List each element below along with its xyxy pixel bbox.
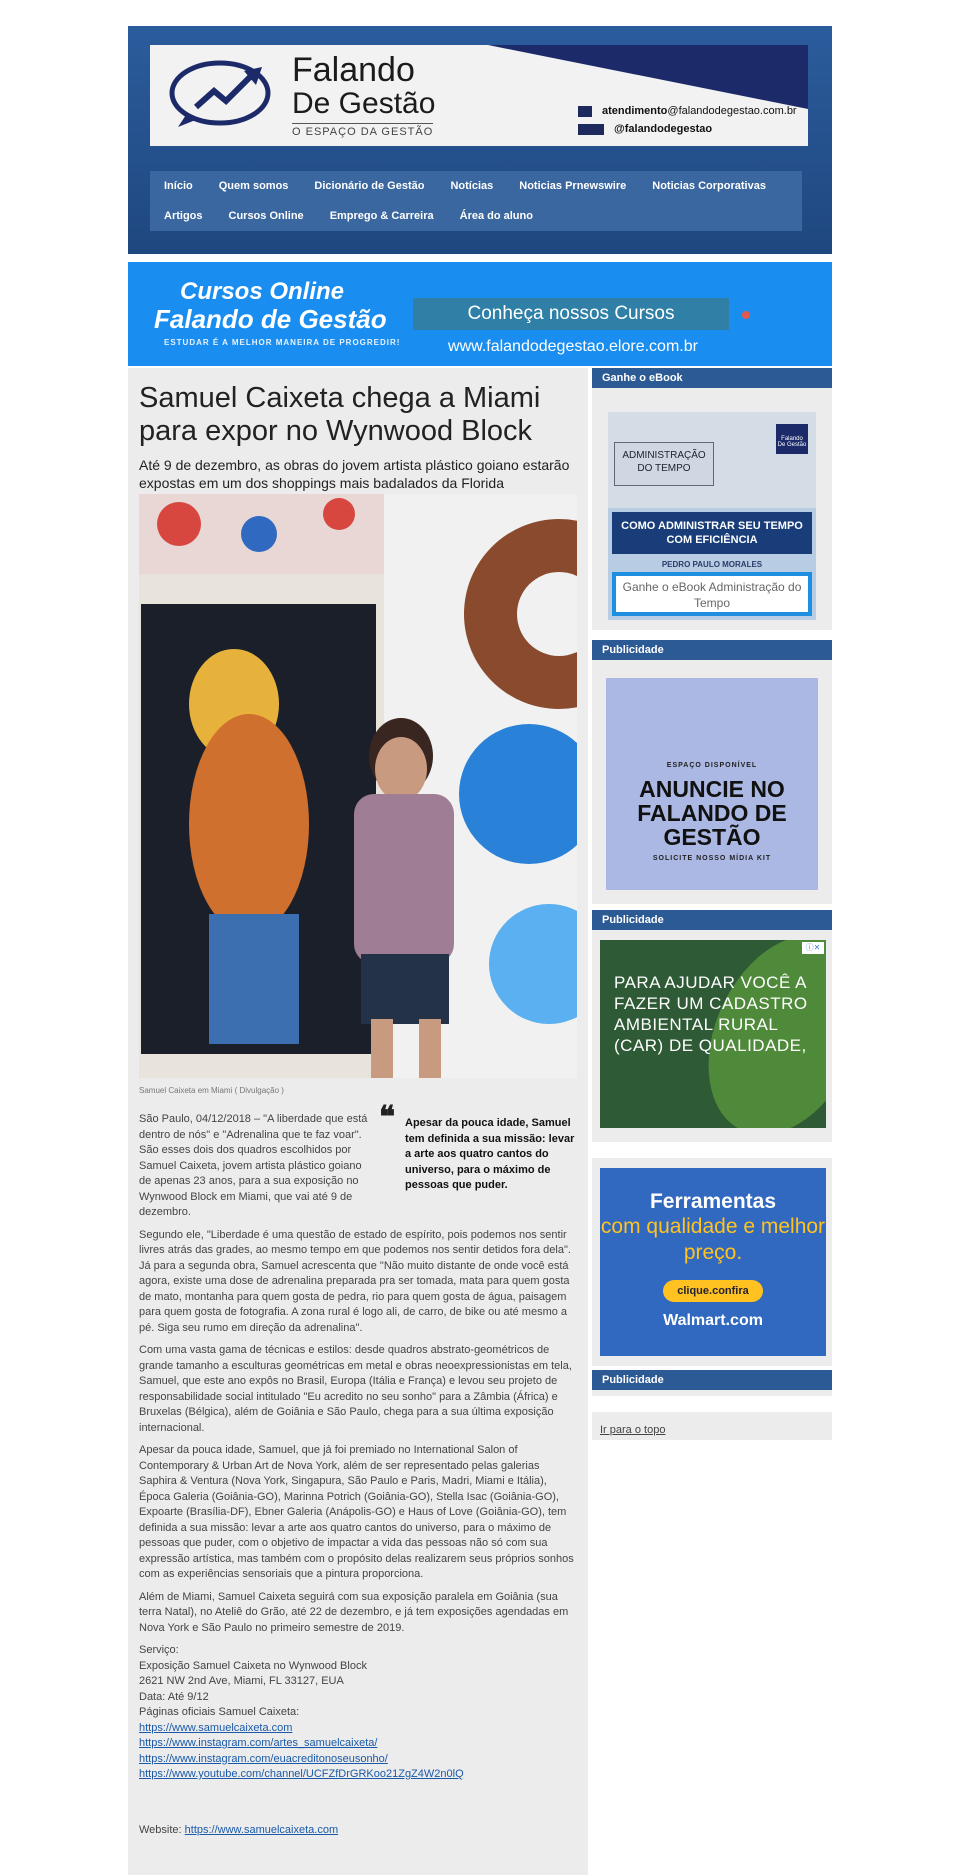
ad-headline: ANUNCIE NO FALANDO DE GESTÃO: [637, 776, 787, 850]
social-handle: @falandodegestao: [614, 123, 713, 135]
nav-item[interactable]: Dicionário de Gestão: [314, 180, 425, 192]
official-link[interactable]: https://www.instagram.com/euacreditonoseusonho/: [139, 1752, 388, 1765]
article: [128, 368, 588, 1875]
photo-caption: Samuel Caixeta em Miami ( Divulgação ): [139, 1086, 284, 1095]
website-link[interactable]: https://www.samuelcaixeta.com: [184, 1823, 339, 1836]
logo-text: Falando: [292, 51, 415, 89]
widget-title: Publicidade: [592, 640, 832, 660]
logo-tagline: O ESPAÇO DA GESTÃO: [292, 123, 433, 138]
widget-walmart-ad: [592, 1158, 832, 1366]
service-info: [139, 1643, 579, 1721]
ebook-logo: [776, 424, 808, 454]
ad-banner-line1: Cursos Online: [180, 278, 345, 305]
advertise-ad[interactable]: [606, 678, 818, 890]
service-line: Data: Até 9/12: [139, 1690, 209, 1703]
site-header: [128, 26, 832, 254]
website-line: [139, 1823, 579, 1839]
ebook-promo[interactable]: [608, 412, 816, 620]
widget-publicidade-2: [592, 910, 832, 1142]
courses-ad-banner[interactable]: [128, 262, 832, 366]
article-photo: [139, 494, 577, 1078]
widget-publicidade-3: [592, 1370, 832, 1396]
logo-text: De Gestão: [292, 87, 436, 120]
header-banner[interactable]: [150, 45, 808, 146]
widget-title: Publicidade: [592, 1370, 832, 1390]
mail-icon: [578, 106, 592, 117]
nav-row: [150, 201, 802, 231]
official-link[interactable]: https://www.samuelcaixeta.com: [139, 1721, 293, 1734]
article-paragraph: Além de Miami, Samuel Caixeta seguirá com sua exposição paralela em Goiânia (sua terra Natal), no Ateliê do Grão, até 22 de dezembro, e já tem exposições agendadas em Nova York e São Paulo no primeiro semestre de 2019.: [139, 1590, 569, 1634]
nav-item[interactable]: Noticias Corporativas: [652, 180, 766, 192]
ad-brand: Walmart.com: [663, 1312, 763, 1329]
nav-item[interactable]: Noticias Prnewswire: [519, 180, 627, 192]
quote-icon: ❝: [379, 1100, 396, 1135]
car-ad[interactable]: [600, 940, 826, 1128]
widget-ebook: [592, 368, 832, 630]
adchoices-icon[interactable]: ⓘ✕: [802, 942, 824, 954]
logo-icon: [168, 59, 276, 129]
nav-item[interactable]: Notícias: [450, 180, 494, 192]
website-label: Website:: [139, 1823, 182, 1836]
service-line: Serviço:: [139, 1644, 179, 1656]
email-domain: @falandodegestao.com.br: [667, 105, 797, 117]
widget-title: Publicidade: [592, 910, 832, 930]
widget-title: Ganhe o eBook: [592, 368, 832, 388]
service-line: Exposição Samuel Caixeta no Wynwood Block: [139, 1659, 367, 1672]
article-body: [139, 1100, 579, 1838]
main-nav: [150, 171, 802, 231]
article-title: Samuel Caixeta chega a Miami para expor no Wynwood Block: [139, 382, 541, 447]
ad-cta-button[interactable]: clique.confira: [663, 1280, 763, 1302]
official-link[interactable]: https://www.instagram.com/artes_samuelcaixeta/: [139, 1737, 378, 1749]
ad-banner-cta[interactable]: Conheça nossos Cursos: [413, 298, 729, 330]
nav-row: [150, 171, 802, 201]
pull-quote: [379, 1100, 579, 1194]
article-paragraph: Segundo ele, "Liberdade é uma questão de estado de espírito, pois podemos nos sentir livres atrás das grades, ao mesmo tempo em que podemos nos sentir detidos fora dela". Já para a segunda obra, Samuel acrescenta que "Não muito distante de onde você está agora, existe uma dose de adrenalina preparada pra ser tomada, mata para quem gosta de mato, montanha para quem gosta de pedra, rio para quem gosta de água, paisagem para quem gosta de fotografia. A zona rural é logo ali, de carro, de bike ou até mesmo a pé. Siga seu rumo em direção da adrenalina".: [139, 1228, 571, 1334]
banner-dot: [742, 311, 750, 319]
ad-banner-line2: Falando de Gestão: [154, 304, 387, 334]
service-line: Páginas oficiais Samuel Caixeta:: [139, 1706, 300, 1718]
article-lead: São Paulo, 04/12/2018 – "A liberdade que está dentro de nós" e "Adrenalina que te faz voar". São esses dois dos quadros escolhidos por Samuel Caixeta, jovem artista plástico goiano de apenas 23 anos, para a sua exposição no Wynwood Block em Miami, que vai até 9 de dezembro.: [139, 1113, 368, 1218]
ad-banner-tagline: ESTUDAR É A MELHOR MANEIRA DE PROGREDIR!: [164, 338, 401, 347]
ebook-button[interactable]: Ganhe o eBook Administração do Tempo: [612, 572, 812, 616]
service-line: 2621 NW 2nd Ave, Miami, FL 33127, EUA: [139, 1675, 344, 1687]
banner-decoration: [488, 45, 808, 109]
widget-top-link: [592, 1412, 832, 1440]
nav-item[interactable]: Artigos: [164, 210, 203, 222]
email-user: atendimento: [602, 105, 668, 117]
article-subtitle: Até 9 de dezembro, as obras do jovem artista plástico goiano estarão expostas em um dos shoppings mais badalados da Florida: [139, 457, 570, 491]
ebook-logo-text: De Gestão: [777, 442, 807, 448]
ad-banner-url: www.falandodegestao.elore.com.br: [448, 338, 698, 355]
official-links: [139, 1721, 579, 1783]
ebook-logo-text: Falando: [781, 436, 803, 442]
walmart-ad[interactable]: [600, 1168, 826, 1356]
ad-subheadline: com qualidade e melhor preço.: [600, 1215, 826, 1264]
facebook-instagram-icon: [578, 124, 604, 135]
official-link[interactable]: https://www.youtube.com/channel/UCFZfDrGRKoo21ZgZ4W2n0lQ: [139, 1768, 464, 1780]
ebook-author: PEDRO PAULO MORALES: [661, 560, 763, 569]
ad-headline: Ferramentas: [649, 1190, 777, 1213]
ad-small-text: ESPAÇO DISPONÍVEL: [666, 762, 758, 769]
contact-info: [578, 102, 797, 138]
artist-photo-illustration: [139, 494, 577, 1078]
ebook-headline: COMO ADMINISTRAR SEU TEMPO COM EFICIÊNCIA: [612, 512, 812, 554]
nav-item[interactable]: Emprego & Carreira: [329, 210, 434, 222]
nav-item[interactable]: Área do aluno: [459, 210, 533, 222]
back-to-top-link[interactable]: Ir para o topo: [600, 1424, 666, 1436]
widget-publicidade-1: [592, 640, 832, 904]
article-paragraph: Apesar da pouca idade, Samuel, que já foi premiado no International Salon of Contemporary & Urban Art de Nova York, além de ser representado pelas galerias Saphira & Ventura (Nova York, Singapura, São Paulo e Paris, Madri, Miami e Itália), Época Galeria (Goiânia-GO), Marinna Potrich (Goiânia-GO), Stella Isac (Goiânia-GO), Expoarte (Brasília-DF), Ebner Galeria (Anápolis-GO) e Haus of Love (Goiânia-GO), tem definida a sua missão: levar a arte aos quatro cantos do universo, para o máximo de pessoas que puder, com o objetivo de impactar a vida das pessoas não só com sua expressão artística, mas também com o propósito delas realizarem seus próprios sonhos com as experiências sensoriais que a pintura proporciona.: [139, 1444, 574, 1580]
ad-text: PARA AJUDAR VOCÊ A FAZER UM CADASTRO AMBIENTAL RURAL (CAR) DE QUALIDADE,: [614, 973, 808, 1055]
nav-item[interactable]: Cursos Online: [228, 210, 304, 222]
nav-item[interactable]: Quem somos: [218, 180, 289, 192]
article-paragraph: Com uma vasta gama de técnicas e estilos: desde quadros abstrato-geométricos de grande tamanho a esculturas geométricas em metal e obras neoexpressionistas em tela, Samuel, que este ano expôs no Brasil, Europa (Itália e França) e levou seu projeto de responsabilidade social intitulado "Eu acredito no seu sonho" para a Zâmbia (África) e Bruxelas (Bélgica), além de Goiânia e São Paulo, chega para a sua última exposição internacional.: [139, 1344, 572, 1434]
ad-small-text: SOLICITE NOSSO MÍDIA KIT: [652, 855, 772, 862]
nav-item[interactable]: Início: [164, 180, 193, 192]
pull-quote-text: Apesar da pouca idade, Samuel tem definida a sua missão: levar a arte aos quatro cantos do universo, para o máximo de pessoas que puder.: [405, 1117, 575, 1191]
ebook-cover-title: ADMINISTRAÇÃO DO TEMPO: [614, 442, 714, 486]
